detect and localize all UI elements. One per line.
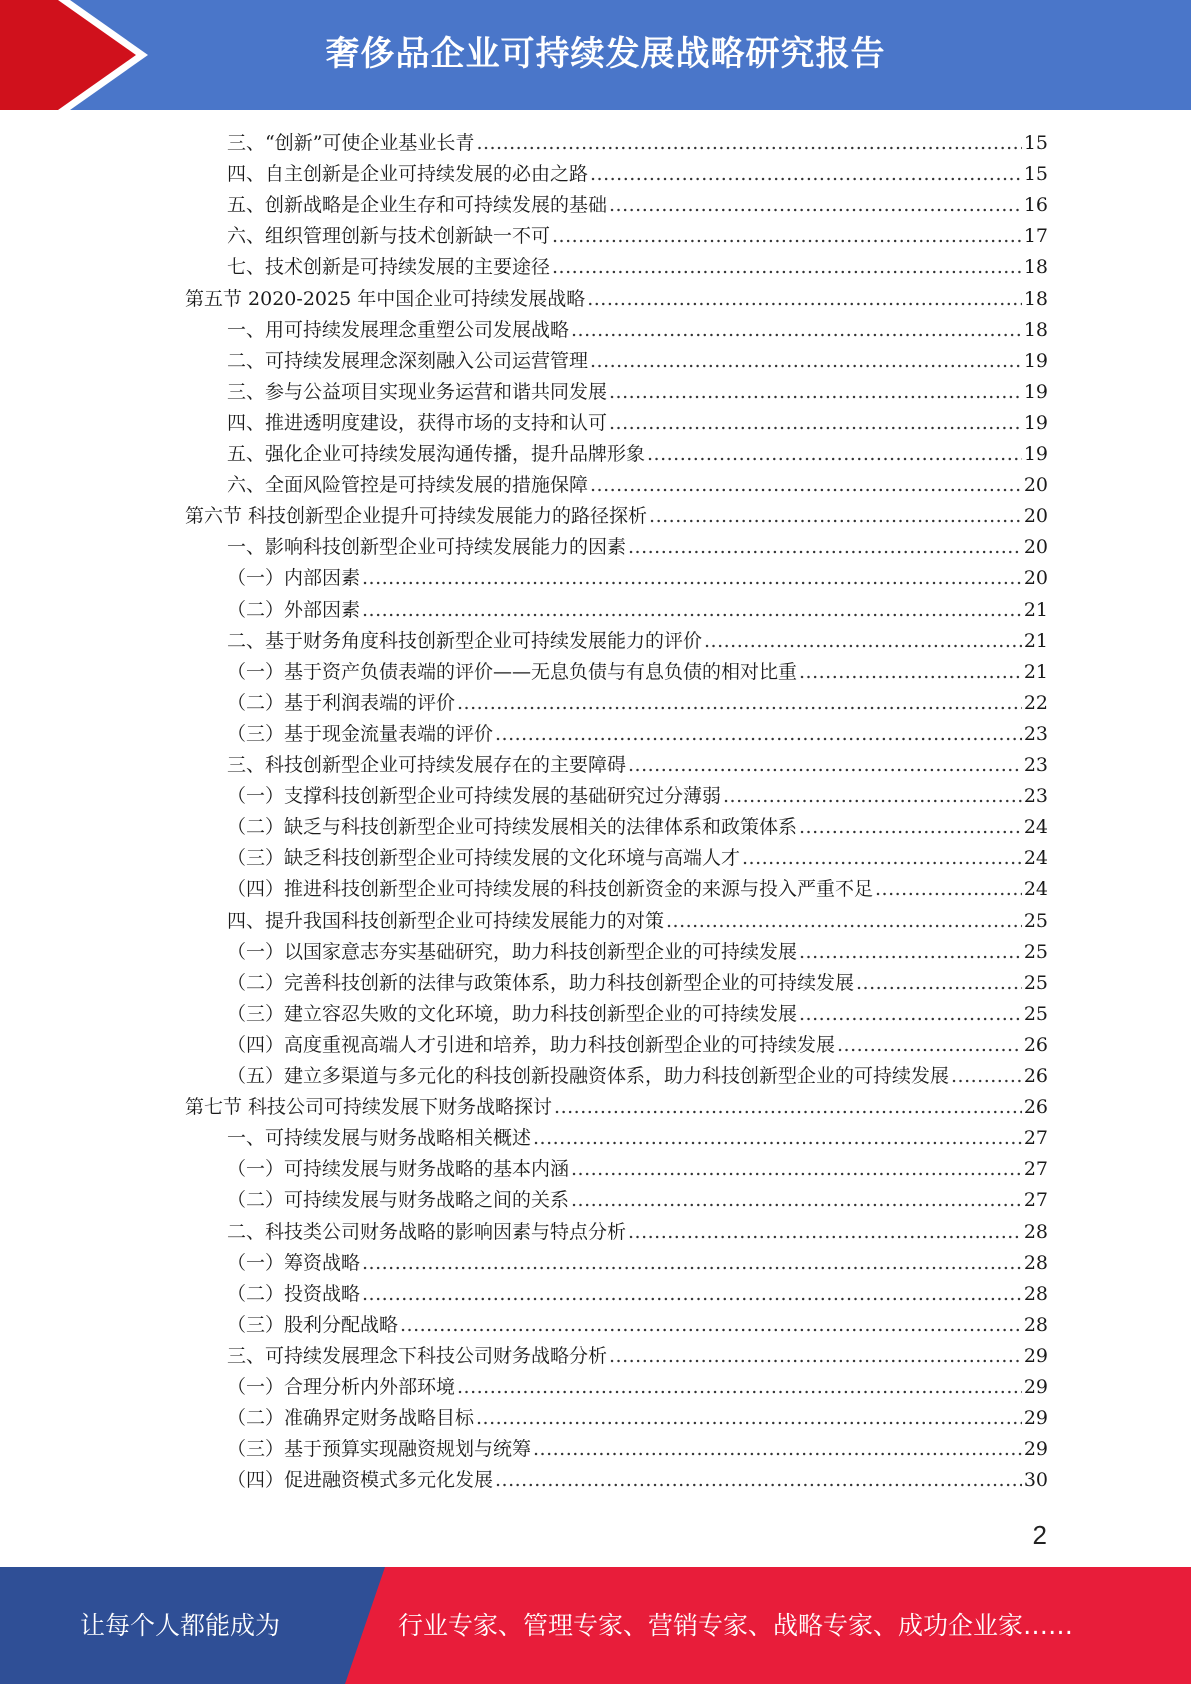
toc-leader-dots — [649, 504, 1022, 528]
toc-entry-page: 29 — [1023, 1438, 1048, 1461]
toc-entry-page: 25 — [1023, 909, 1048, 932]
toc-entry[interactable] — [227, 1244, 1048, 1275]
toc-entry[interactable] — [227, 746, 1048, 777]
toc-entry-page: 16 — [1023, 194, 1048, 217]
toc-entry[interactable] — [227, 684, 1048, 715]
toc-entry[interactable] — [227, 155, 1048, 186]
footer-slogan-left: 让每个人都能成为 — [79, 1611, 280, 1640]
toc-entry-label: 二、科技类公司财务战略的影响因素与特点分析 — [227, 1220, 627, 1243]
toc-leader-dots — [609, 1344, 1022, 1368]
toc-leader-dots — [400, 1313, 1022, 1337]
toc-entry-page: 20 — [1023, 505, 1048, 528]
toc-leader-dots — [362, 1282, 1022, 1306]
toc-leader-dots — [362, 598, 1022, 622]
toc-leader-dots — [609, 193, 1022, 217]
toc-entry-page: 26 — [1023, 1033, 1048, 1056]
toc-entry-label: （二）外部因素 — [227, 598, 361, 621]
toc-entry-page: 21 — [1023, 598, 1048, 621]
toc-leader-dots — [571, 1188, 1022, 1212]
page-header — [0, 0, 1191, 110]
toc-leader-dots — [495, 722, 1022, 746]
toc-entry-page: 26 — [1023, 1096, 1048, 1119]
toc-entry-page: 27 — [1023, 1127, 1048, 1150]
toc-entry[interactable] — [227, 435, 1048, 466]
toc-entry[interactable] — [227, 404, 1048, 435]
page-footer — [0, 1567, 1191, 1684]
toc-entry-label: 二、基于财务角度科技创新型企业可持续发展能力的评价 — [227, 629, 703, 652]
toc-entry-label: 六、全面风险管控是可持续发展的措施保障 — [227, 474, 589, 497]
toc-entry[interactable] — [227, 995, 1048, 1026]
toc-entry-page: 24 — [1023, 847, 1048, 870]
toc-entry[interactable] — [227, 1150, 1048, 1181]
toc-entry-label: （一）可持续发展与财务战略的基本内涵 — [227, 1158, 570, 1181]
toc-entry-label: （二）可持续发展与财务战略之间的关系 — [227, 1189, 570, 1212]
toc-entry-label: （四）促进融资模式多元化发展 — [227, 1469, 494, 1492]
toc-leader-dots — [590, 473, 1022, 497]
toc-entry-label: 三、科技创新型企业可持续发展存在的主要障碍 — [227, 754, 627, 776]
toc-entry[interactable] — [227, 1306, 1048, 1337]
toc-entry-page: 23 — [1023, 785, 1048, 808]
toc-entry-page: 15 — [1023, 132, 1048, 154]
toc-entry-label: 一、用可持续发展理念重塑公司发展战略 — [227, 318, 570, 341]
toc-entry-label: （二）准确界定财务战略目标 — [227, 1407, 475, 1430]
toc-entry[interactable] — [227, 1368, 1048, 1399]
toc-entry-page: 19 — [1023, 380, 1048, 403]
toc-leader-dots — [552, 224, 1022, 248]
toc-entry-label: 六、组织管理创新与技术创新缺一不可 — [227, 225, 551, 248]
toc-entry-page: 25 — [1023, 940, 1048, 963]
toc-entry-label: （三）股利分配战略 — [227, 1313, 399, 1336]
toc-entry[interactable] — [227, 1057, 1048, 1088]
toc-entry[interactable] — [185, 497, 1048, 528]
toc-entry-page: 28 — [1023, 1220, 1048, 1243]
toc-leader-dots — [837, 1033, 1022, 1057]
toc-entry-label: （四）高度重视高端人才引进和培养，助力科技创新型企业的可持续发展 — [227, 1033, 836, 1056]
toc-leader-dots — [609, 380, 1022, 404]
toc-entry-label: （三）基于现金流量表端的评价 — [227, 722, 494, 745]
toc-leader-dots — [875, 877, 1022, 901]
toc-entry-page: 21 — [1023, 629, 1048, 652]
toc-entry-page: 18 — [1023, 256, 1048, 279]
toc-entry-label: 三、可持续发展理念下科技公司财务战略分析 — [227, 1344, 608, 1367]
toc-entry[interactable] — [185, 1088, 1048, 1119]
toc-entry[interactable] — [227, 466, 1048, 497]
toc-leader-dots — [799, 940, 1022, 964]
toc-entry-label: 五、创新战略是企业生存和可持续发展的基础 — [227, 194, 608, 217]
toc-leader-dots — [628, 1220, 1022, 1244]
toc-leader-dots — [476, 1406, 1022, 1430]
toc-entry[interactable] — [227, 777, 1048, 808]
report-title: 奢侈品企业可持续发展战略研究报告 — [325, 34, 886, 74]
toc-entry[interactable] — [227, 342, 1048, 373]
toc-entry-label: （三）建立容忍失败的文化环境，助力科技创新型企业的可持续发展 — [227, 1002, 798, 1025]
toc-entry-page: 27 — [1023, 1158, 1048, 1181]
toc-entry-page: 28 — [1023, 1251, 1048, 1274]
toc-leader-dots — [571, 1157, 1022, 1181]
toc-entry-page: 27 — [1023, 1189, 1048, 1212]
toc-leader-dots — [495, 1468, 1022, 1492]
toc-entry-page: 26 — [1023, 1065, 1048, 1087]
toc-entry[interactable] — [227, 964, 1048, 995]
toc-entry[interactable] — [227, 373, 1048, 404]
toc-entry[interactable] — [227, 248, 1048, 279]
toc-leader-dots — [647, 442, 1022, 466]
toc-entry[interactable] — [227, 870, 1048, 901]
toc-leader-dots — [704, 629, 1022, 653]
toc-entry[interactable] — [227, 591, 1048, 622]
toc-entry[interactable] — [227, 622, 1048, 653]
toc-leader-dots — [552, 255, 1022, 279]
toc-leader-dots — [856, 971, 1022, 995]
toc-entry-page: 18 — [1023, 287, 1048, 310]
toc-entry-label: 第五节 2020-2025 年中国企业可持续发展战略 — [185, 287, 586, 310]
toc-leader-dots — [609, 411, 1022, 435]
toc-entry[interactable] — [227, 902, 1048, 933]
toc-entry[interactable] — [227, 839, 1048, 870]
toc-entry-page: 19 — [1023, 443, 1048, 465]
toc-entry-label: （一）基于资产负债表端的评价——无息负债与有息负债的相对比重 — [227, 660, 798, 683]
toc-entry-page: 15 — [1023, 163, 1048, 186]
toc-entry-page: 20 — [1023, 474, 1048, 497]
toc-entry-label: 第七节 科技公司可持续发展下财务战略探讨 — [185, 1096, 553, 1119]
toc-entry-page: 22 — [1023, 691, 1048, 714]
toc-entry[interactable] — [227, 1026, 1048, 1057]
toc-leader-dots — [590, 162, 1022, 186]
toc-entry-label: （二）完善科技创新的法律与政策体系，助力科技创新型企业的可持续发展 — [227, 971, 855, 994]
toc-entry[interactable] — [227, 933, 1048, 964]
toc-leader-dots — [554, 1095, 1022, 1119]
toc-entry[interactable] — [227, 311, 1048, 342]
toc-entry-page: 29 — [1023, 1344, 1048, 1367]
toc-entry[interactable] — [227, 715, 1048, 746]
toc-entry-label: （三）缺乏科技创新型企业可持续发展的文化环境与高端人才 — [227, 847, 741, 870]
footer-slogan-right: 行业专家、管理专家、营销专家、战略专家、成功企业家…… — [398, 1611, 1074, 1640]
toc-leader-dots — [666, 909, 1022, 933]
toc-entry[interactable] — [227, 1461, 1048, 1492]
toc-leader-dots — [628, 535, 1022, 559]
toc-entry[interactable] — [227, 1275, 1048, 1306]
toc-entry-page: 20 — [1023, 567, 1048, 590]
toc-entry-label: （二）缺乏与科技创新型企业可持续发展相关的法律体系和政策体系 — [227, 816, 798, 839]
toc-entry-page: 23 — [1023, 722, 1048, 745]
toc-leader-dots — [628, 753, 1022, 777]
toc-entry-page: 17 — [1023, 225, 1048, 248]
toc-leader-dots — [742, 846, 1022, 870]
toc-entry-label: （一）内部因素 — [227, 567, 361, 590]
toc-entry-label: （一）以国家意志夯实基础研究，助力科技创新型企业的可持续发展 — [227, 940, 798, 963]
toc-leader-dots — [951, 1064, 1022, 1088]
toc-entry-page: 28 — [1023, 1282, 1048, 1305]
toc-leader-dots — [457, 1375, 1022, 1399]
toc-entry-label: 二、可持续发展理念深刻融入公司运营管理 — [227, 349, 589, 372]
toc-entry-page: 18 — [1023, 318, 1048, 341]
toc-entry-label: （三）基于预算实现融资规划与统筹 — [227, 1438, 532, 1461]
toc-entry-label: 一、影响科技创新型企业可持续发展能力的因素 — [227, 536, 627, 559]
toc-entry[interactable] — [185, 280, 1048, 311]
toc-entry[interactable] — [227, 528, 1048, 559]
toc-leader-dots — [799, 815, 1022, 839]
toc-entry-page: 25 — [1023, 971, 1048, 994]
toc-entry-label: 三、参与公益项目实现业务运营和谐共同发展 — [227, 380, 608, 403]
toc-entry[interactable] — [227, 124, 1048, 155]
toc-leader-dots — [571, 318, 1022, 342]
toc-entry-label: （二）基于利润表端的评价 — [227, 691, 456, 714]
toc-entry-page: 29 — [1023, 1376, 1048, 1398]
toc-entry[interactable] — [227, 1337, 1048, 1368]
toc-entry[interactable] — [227, 1399, 1048, 1430]
toc-leader-dots — [799, 1002, 1022, 1026]
toc-leader-dots — [799, 660, 1022, 684]
toc-entry-label: 五、强化企业可持续发展沟通传播，提升品牌形象 — [227, 443, 646, 465]
toc-entry-page: 23 — [1023, 754, 1048, 776]
toc-leader-dots — [587, 287, 1022, 311]
toc-entry[interactable] — [227, 653, 1048, 684]
toc-leader-dots — [723, 784, 1022, 808]
toc-entry-label: 七、技术创新是可持续发展的主要途径 — [227, 256, 551, 279]
toc-entry-page: 20 — [1023, 536, 1048, 559]
toc-entry-label: 四、推进透明度建设，获得市场的支持和认可 — [227, 411, 608, 434]
toc-entry-label: 一、可持续发展与财务战略相关概述 — [227, 1127, 532, 1150]
toc-leader-dots — [590, 349, 1022, 373]
toc-entry[interactable] — [227, 186, 1048, 217]
toc-entry[interactable] — [227, 808, 1048, 839]
page-number: 2 — [1032, 1520, 1047, 1550]
toc-entry-label: （四）推进科技创新型企业可持续发展的科技创新资金的来源与投入严重不足 — [227, 878, 874, 901]
toc-entry-page: 19 — [1023, 349, 1048, 372]
toc-entry-page: 21 — [1023, 660, 1048, 683]
toc-entry-label: 四、自主创新是企业可持续发展的必由之路 — [227, 163, 589, 186]
toc-entry-label: （一）支撑科技创新型企业可持续发展的基础研究过分薄弱 — [227, 785, 722, 808]
toc-entry[interactable] — [227, 1430, 1048, 1461]
toc-entry-label: （五）建立多渠道与多元化的科技创新投融资体系，助力科技创新型企业的可持续发展 — [227, 1065, 950, 1087]
toc-entry-label: （一）筹资战略 — [227, 1251, 361, 1274]
toc-leader-dots — [476, 131, 1021, 155]
toc-entry[interactable] — [227, 1213, 1048, 1244]
toc-entry[interactable] — [227, 1119, 1048, 1150]
toc-leader-dots — [533, 1126, 1022, 1150]
toc-entry[interactable] — [227, 559, 1048, 590]
toc-entry-label: 四、提升我国科技创新型企业可持续发展能力的对策 — [227, 909, 665, 932]
toc-entry-label: 第六节 科技创新型企业提升可持续发展能力的路径探析 — [185, 505, 648, 528]
toc-entry[interactable] — [227, 1181, 1048, 1212]
toc-leader-dots — [362, 1251, 1022, 1275]
toc-entry-label: （一）合理分析内外部环境 — [227, 1376, 456, 1398]
toc-entry[interactable] — [227, 217, 1048, 248]
toc-entry-page: 28 — [1023, 1313, 1048, 1336]
toc-entry-page: 25 — [1023, 1002, 1048, 1025]
toc-entry-page: 19 — [1023, 411, 1048, 434]
toc-entry-label: （二）投资战略 — [227, 1282, 361, 1305]
toc-leader-dots — [457, 691, 1022, 715]
toc-entry-page: 30 — [1023, 1469, 1048, 1492]
toc-leader-dots — [533, 1437, 1022, 1461]
toc-entry-page: 24 — [1023, 878, 1048, 901]
toc-entry-page: 29 — [1023, 1407, 1048, 1430]
toc-entry-page: 24 — [1023, 816, 1048, 839]
toc-leader-dots — [362, 566, 1022, 590]
toc-entry-label: 三、“创新”可使企业基业长青 — [227, 132, 475, 154]
